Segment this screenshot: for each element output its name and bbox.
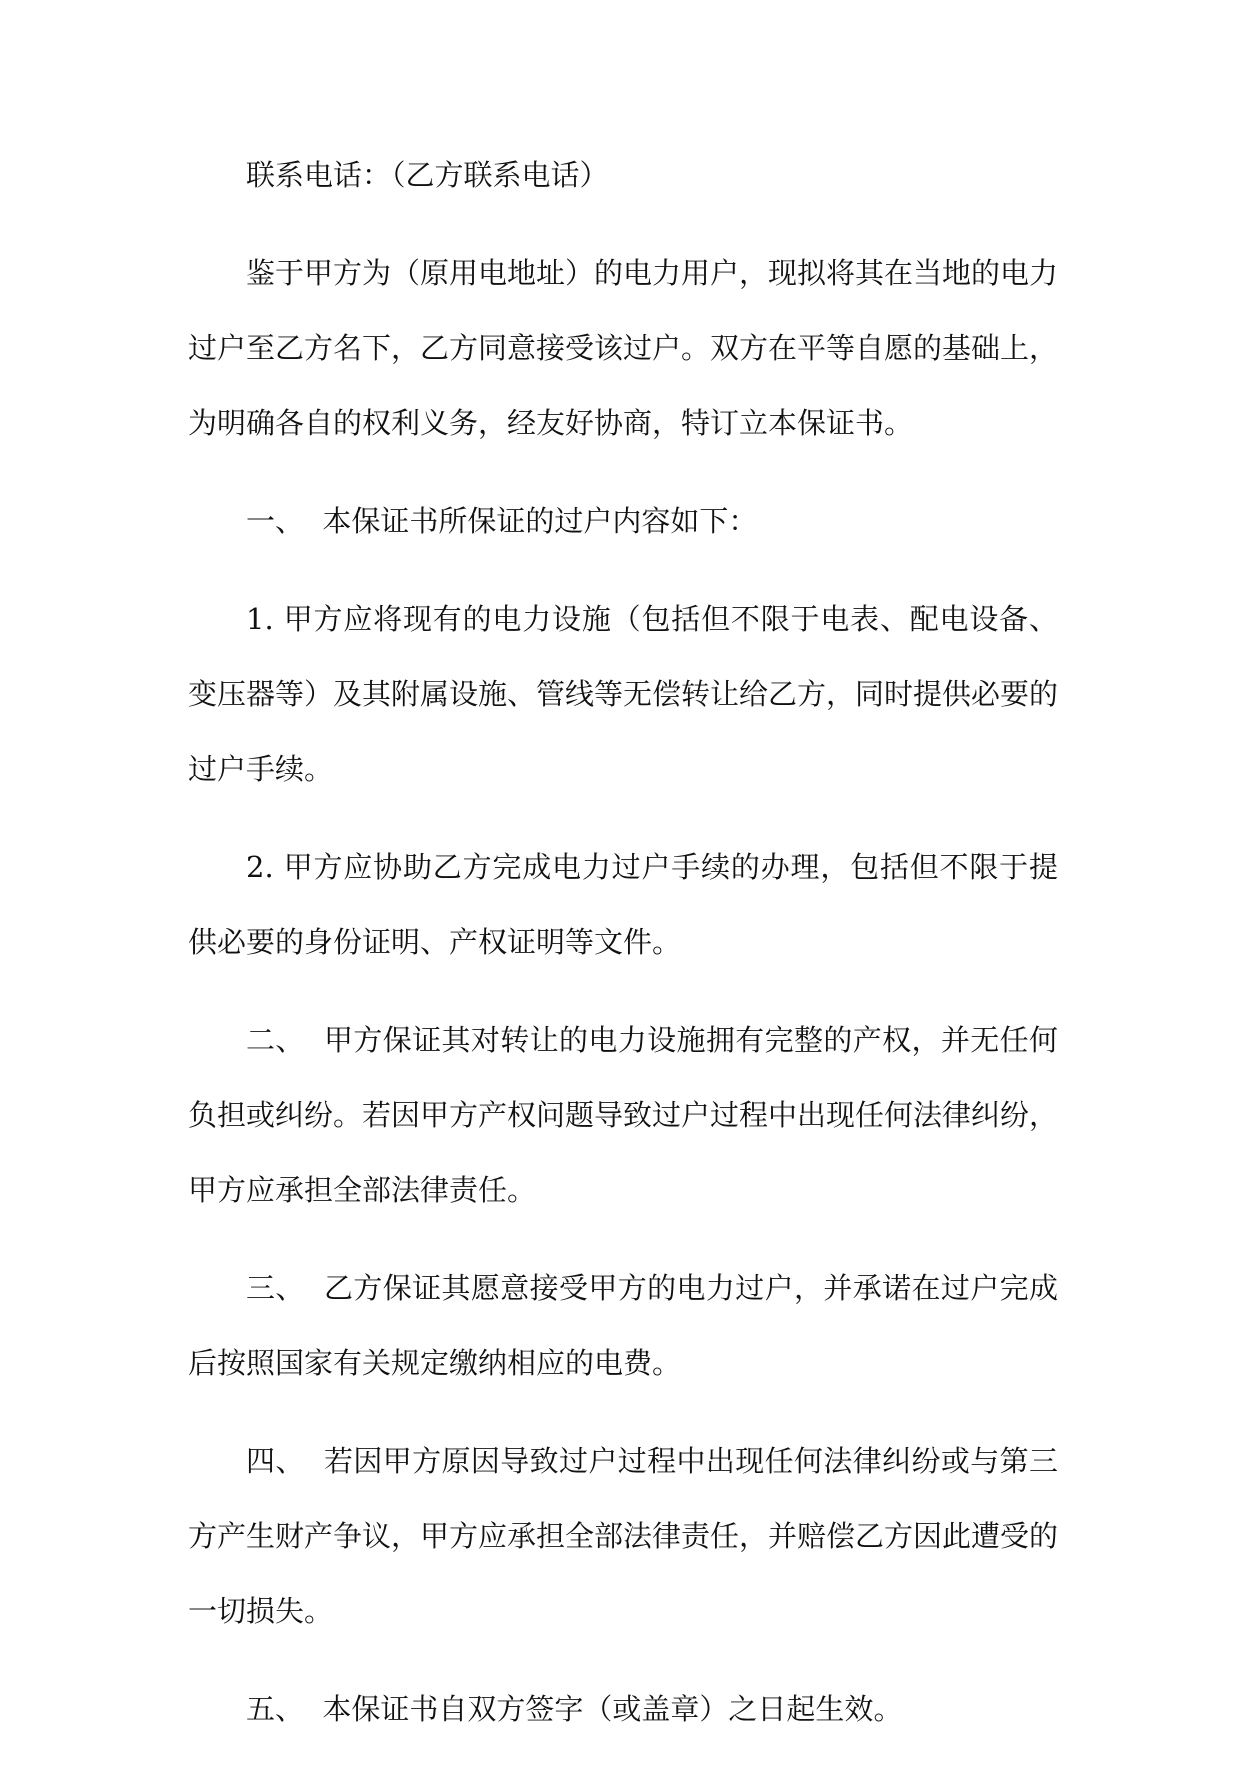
clause-4: 四、 若因甲方原因导致过户过程中出现任何法律纠纷或与第三方产生财产争议，甲方应承担全部法律责任，并赔偿乙方因此遭受的一切损失。 xyxy=(188,1444,1059,1628)
preamble-paragraph: 鉴于甲方为（原用电地址）的电力用户，现拟将其在当地的电力过户至乙方名下，乙方同意接受该过户。双方在平等自愿的基础上，为明确各自的权利义务，经友好协商，特订立本保证书。 xyxy=(188,256,1059,440)
clause-1-heading: 一、 本保证书所保证的过户内容如下： xyxy=(246,504,758,538)
clause-1-item-2: 2. 甲方应协助乙方完成电力过户手续的办理，包括但不限于提供必要的身份证明、产权证明等文件。 xyxy=(188,850,1058,959)
contact-phone-line: 联系电话：（乙方联系电话） xyxy=(246,158,609,192)
clause-1-item-1: 1. 甲方应将现有的电力设施（包括但不限于电表、配电设备、变压器等）及其附属设施、管线等无偿转让给乙方，同时提供必要的过户手续。 xyxy=(188,602,1059,786)
clause-5: 五、 本保证书自双方签字（或盖章）之日起生效。 xyxy=(246,1692,903,1726)
clause-2: 二、 甲方保证其对转让的电力设施拥有完整的产权，并无任何负担或纠纷。若因甲方产权问题导致过户过程中出现任何法律纠纷，甲方应承担全部法律责任。 xyxy=(188,1023,1059,1207)
document-body xyxy=(188,138,1058,1770)
clause-3: 三、 乙方保证其愿意接受甲方的电力过户，并承诺在过户完成后按照国家有关规定缴纳相应的电费。 xyxy=(188,1271,1058,1380)
